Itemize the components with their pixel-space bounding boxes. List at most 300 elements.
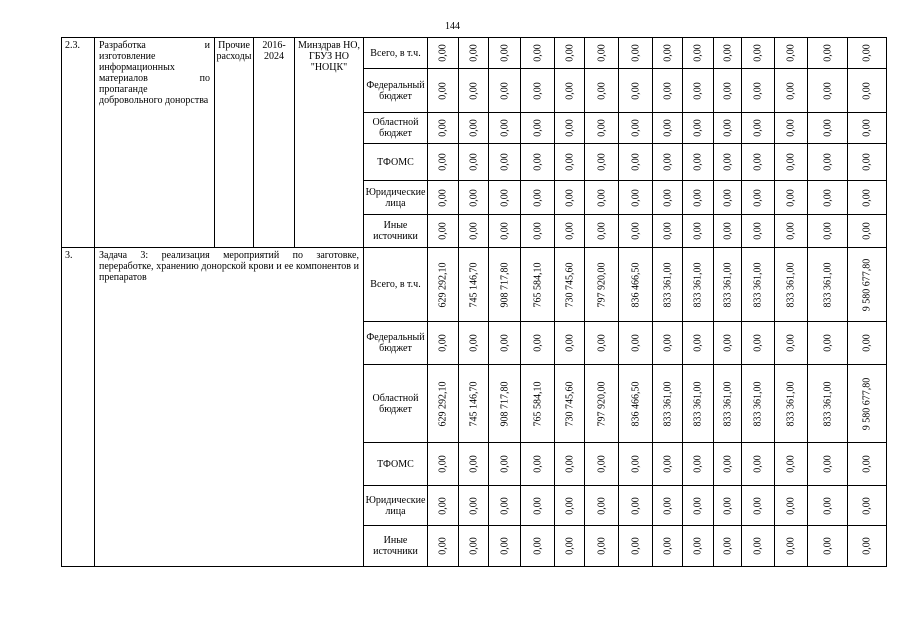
value-text: 0,00: [692, 455, 704, 473]
value-text: 0,00: [822, 153, 833, 171]
value-text: 0,00: [785, 537, 797, 555]
value-cell: [808, 181, 848, 215]
value-cell: [683, 181, 714, 215]
table-row: [62, 38, 887, 69]
value-cell: [683, 322, 714, 365]
value-text: 0,00: [468, 188, 479, 207]
funding-type: Прочие расходы: [215, 38, 254, 248]
funding-source: Областной бюджет: [364, 365, 428, 443]
value-cell: [848, 113, 887, 144]
value-cell: [808, 486, 848, 526]
value-text: 0,00: [596, 496, 607, 515]
task-name: Задача 3: реализация мероприятий по заготовке, переработке, хранению донорской крови и ее компонентов и препаратов: [95, 248, 364, 567]
table-row: [62, 248, 887, 322]
value-text: 0,00: [437, 496, 449, 515]
value-text: 0,00: [752, 455, 764, 473]
value-text: 0,00: [822, 334, 833, 352]
value-text: 833 361,00: [662, 381, 673, 426]
value-cell: [619, 365, 653, 443]
value-text: 0,00: [499, 81, 510, 100]
value-cell: [808, 113, 848, 144]
value-text: 0,00: [630, 455, 641, 473]
value-text: 0,00: [752, 334, 764, 352]
value-cell: [653, 215, 683, 248]
value-cell: [555, 113, 585, 144]
value-cell: [555, 144, 585, 181]
value-text: 0,00: [822, 188, 833, 207]
funding-source: Областной бюджет: [364, 113, 428, 144]
value-cell: [742, 69, 775, 113]
value-text: 0,00: [596, 537, 607, 555]
value-text: 0,00: [564, 222, 575, 240]
value-cell: [521, 248, 555, 322]
value-cell: [683, 215, 714, 248]
value-text: 745 146,70: [468, 381, 479, 426]
value-text: 0,00: [532, 153, 543, 171]
value-cell: [775, 181, 808, 215]
value-cell: [653, 486, 683, 526]
value-text: 0,00: [499, 455, 510, 473]
value-cell: [742, 144, 775, 181]
value-cell: [683, 113, 714, 144]
value-cell: [585, 443, 619, 486]
value-cell: [521, 215, 555, 248]
value-text: 0,00: [630, 188, 641, 207]
value-cell: [683, 443, 714, 486]
value-text: 833 361,00: [785, 381, 797, 426]
value-cell: [714, 248, 742, 322]
value-text: 0,00: [785, 455, 797, 473]
value-text: 0,00: [437, 222, 449, 240]
funding-source: Юридические лица: [364, 486, 428, 526]
value-cell: [555, 181, 585, 215]
value-text: 0,00: [861, 188, 873, 207]
value-cell: [775, 365, 808, 443]
value-cell: [555, 215, 585, 248]
value-text: 0,00: [722, 496, 733, 515]
value-cell: [428, 322, 459, 365]
value-cell: [489, 38, 521, 69]
funding-source: ТФОМС: [364, 144, 428, 181]
value-cell: [619, 248, 653, 322]
value-text: 0,00: [662, 334, 673, 352]
value-text: 0,00: [532, 222, 543, 240]
value-text: 0,00: [468, 119, 479, 137]
value-text: 0,00: [785, 496, 797, 515]
value-text: 0,00: [499, 153, 510, 171]
value-cell: [459, 38, 489, 69]
value-text: 745 146,70: [468, 262, 479, 307]
value-cell: [653, 69, 683, 113]
value-cell: [585, 365, 619, 443]
value-cell: [653, 443, 683, 486]
value-cell: [428, 248, 459, 322]
period: 2016-2024: [254, 38, 295, 248]
value-text: 0,00: [752, 222, 764, 240]
value-text: 0,00: [596, 222, 607, 240]
value-text: 0,00: [532, 334, 543, 352]
value-text: 0,00: [692, 496, 704, 515]
value-text: 0,00: [692, 44, 704, 62]
value-cell: [555, 526, 585, 567]
value-text: 0,00: [785, 153, 797, 171]
value-text: 0,00: [468, 44, 479, 62]
value-text: 833 361,00: [752, 262, 764, 307]
value-cell: [619, 322, 653, 365]
value-cell: [714, 215, 742, 248]
value-cell: [585, 215, 619, 248]
value-cell: [742, 248, 775, 322]
value-cell: [808, 215, 848, 248]
value-text: 0,00: [596, 455, 607, 473]
value-text: 0,00: [532, 455, 543, 473]
value-text: 0,00: [564, 44, 575, 62]
value-text: 0,00: [785, 222, 797, 240]
value-text: 0,00: [499, 188, 510, 207]
value-text: 0,00: [822, 81, 833, 100]
value-cell: [521, 144, 555, 181]
value-cell: [459, 248, 489, 322]
value-cell: [585, 181, 619, 215]
value-text: 0,00: [861, 496, 873, 515]
value-cell: [742, 38, 775, 69]
value-cell: [428, 69, 459, 113]
value-cell: [489, 248, 521, 322]
value-text: 0,00: [752, 81, 764, 100]
value-cell: [742, 113, 775, 144]
value-cell: [775, 113, 808, 144]
value-text: 0,00: [437, 537, 449, 555]
value-text: 0,00: [564, 496, 575, 515]
funding-source: Юридические лица: [364, 181, 428, 215]
value-text: 833 361,00: [722, 381, 733, 426]
value-cell: [775, 486, 808, 526]
value-text: 0,00: [692, 81, 704, 100]
funding-source: ТФОМС: [364, 443, 428, 486]
value-cell: [521, 526, 555, 567]
value-text: 0,00: [499, 537, 510, 555]
value-text: 0,00: [752, 153, 764, 171]
value-text: 0,00: [722, 537, 733, 555]
value-text: 0,00: [785, 44, 797, 62]
value-cell: [714, 144, 742, 181]
value-text: 0,00: [692, 334, 704, 352]
value-text: 0,00: [532, 537, 543, 555]
value-cell: [683, 69, 714, 113]
value-cell: [521, 113, 555, 144]
value-text: 0,00: [437, 455, 449, 473]
value-text: 0,00: [822, 119, 833, 137]
value-text: 0,00: [662, 496, 673, 515]
value-cell: [848, 365, 887, 443]
program-table: [61, 37, 887, 567]
value-text: 730 745,60: [564, 381, 575, 426]
value-text: 0,00: [564, 334, 575, 352]
value-cell: [653, 322, 683, 365]
value-text: 0,00: [437, 188, 449, 207]
value-text: 0,00: [437, 81, 449, 100]
value-cell: [742, 365, 775, 443]
value-cell: [555, 38, 585, 69]
value-cell: [459, 526, 489, 567]
value-text: 0,00: [499, 222, 510, 240]
value-cell: [742, 526, 775, 567]
value-text: 0,00: [630, 222, 641, 240]
value-cell: [459, 144, 489, 181]
value-cell: [848, 486, 887, 526]
value-cell: [489, 215, 521, 248]
value-cell: [521, 365, 555, 443]
value-text: 0,00: [785, 334, 797, 352]
value-cell: [808, 443, 848, 486]
value-text: 0,00: [822, 496, 833, 515]
value-text: 0,00: [596, 188, 607, 207]
value-cell: [585, 486, 619, 526]
value-cell: [459, 365, 489, 443]
value-cell: [848, 215, 887, 248]
value-text: 0,00: [564, 153, 575, 171]
value-cell: [808, 248, 848, 322]
value-text: 0,00: [662, 537, 673, 555]
value-cell: [585, 144, 619, 181]
value-cell: [848, 144, 887, 181]
value-cell: [428, 181, 459, 215]
value-text: 0,00: [662, 222, 673, 240]
value-cell: [555, 365, 585, 443]
value-text: 0,00: [861, 455, 873, 473]
value-text: 9 580 677,80: [861, 258, 873, 311]
value-text: 9 580 677,80: [861, 377, 873, 430]
value-text: 0,00: [861, 119, 873, 137]
value-text: 0,00: [752, 44, 764, 62]
value-cell: [653, 113, 683, 144]
value-cell: [775, 215, 808, 248]
value-text: 0,00: [662, 81, 673, 100]
funding-source: Иные источники: [364, 215, 428, 248]
value-text: 0,00: [564, 537, 575, 555]
value-cell: [808, 144, 848, 181]
value-cell: [428, 38, 459, 69]
value-cell: [619, 113, 653, 144]
value-cell: [683, 38, 714, 69]
value-cell: [653, 248, 683, 322]
value-cell: [848, 248, 887, 322]
value-cell: [555, 443, 585, 486]
value-text: 0,00: [499, 334, 510, 352]
value-cell: [585, 113, 619, 144]
value-text: 0,00: [662, 455, 673, 473]
value-text: 908 717,80: [499, 262, 510, 307]
value-text: 0,00: [692, 188, 704, 207]
value-cell: [808, 526, 848, 567]
value-text: 0,00: [692, 537, 704, 555]
value-cell: [619, 526, 653, 567]
value-text: 833 361,00: [692, 262, 704, 307]
activity-name: Разработка и изготовление информационных материалов по пропаганде добровольного донорства: [95, 38, 215, 248]
value-cell: [714, 526, 742, 567]
value-cell: [555, 322, 585, 365]
value-cell: [428, 144, 459, 181]
value-cell: [619, 38, 653, 69]
value-cell: [683, 486, 714, 526]
value-cell: [619, 215, 653, 248]
value-text: 0,00: [692, 153, 704, 171]
value-text: 0,00: [437, 334, 449, 352]
funding-source: Федеральный бюджет: [364, 69, 428, 113]
value-text: 0,00: [662, 44, 673, 62]
value-cell: [848, 526, 887, 567]
value-cell: [428, 113, 459, 144]
value-cell: [848, 38, 887, 69]
value-cell: [489, 69, 521, 113]
value-text: 0,00: [499, 496, 510, 515]
value-cell: [585, 526, 619, 567]
value-text: 0,00: [722, 44, 733, 62]
value-cell: [585, 248, 619, 322]
value-text: 0,00: [532, 119, 543, 137]
value-cell: [714, 38, 742, 69]
value-text: 0,00: [468, 81, 479, 100]
value-text: 629 292,10: [437, 381, 449, 426]
value-text: 0,00: [596, 153, 607, 171]
value-text: 0,00: [722, 188, 733, 207]
value-cell: [742, 322, 775, 365]
value-cell: [808, 365, 848, 443]
value-cell: [428, 443, 459, 486]
value-text: 0,00: [532, 496, 543, 515]
value-cell: [428, 365, 459, 443]
value-cell: [742, 215, 775, 248]
value-cell: [619, 181, 653, 215]
value-cell: [489, 365, 521, 443]
value-cell: [775, 144, 808, 181]
value-text: 0,00: [722, 119, 733, 137]
value-text: 0,00: [630, 537, 641, 555]
value-cell: [775, 248, 808, 322]
value-text: 765 584,10: [532, 262, 543, 307]
value-text: 0,00: [785, 119, 797, 137]
value-text: 833 361,00: [822, 381, 833, 426]
value-cell: [653, 144, 683, 181]
value-cell: [808, 69, 848, 113]
value-text: 797 920,00: [596, 381, 607, 426]
value-text: 0,00: [564, 81, 575, 100]
funding-source: Всего, в т.ч.: [364, 248, 428, 322]
value-text: 0,00: [532, 188, 543, 207]
value-cell: [428, 215, 459, 248]
value-cell: [653, 526, 683, 567]
value-cell: [428, 526, 459, 567]
value-text: 0,00: [596, 334, 607, 352]
value-cell: [459, 181, 489, 215]
value-cell: [714, 322, 742, 365]
value-cell: [619, 486, 653, 526]
row-number: 2.3.: [62, 38, 95, 248]
value-cell: [742, 181, 775, 215]
value-cell: [459, 486, 489, 526]
value-cell: [555, 248, 585, 322]
value-cell: [775, 526, 808, 567]
value-cell: [585, 69, 619, 113]
value-cell: [714, 69, 742, 113]
value-cell: [489, 181, 521, 215]
value-cell: [521, 38, 555, 69]
value-text: 908 717,80: [499, 381, 510, 426]
value-text: 0,00: [596, 44, 607, 62]
value-cell: [459, 322, 489, 365]
value-text: 0,00: [468, 455, 479, 473]
value-text: 0,00: [662, 153, 673, 171]
value-text: 0,00: [630, 153, 641, 171]
value-cell: [521, 443, 555, 486]
value-cell: [808, 38, 848, 69]
value-cell: [775, 69, 808, 113]
value-text: 629 292,10: [437, 262, 449, 307]
value-cell: [714, 181, 742, 215]
value-text: 0,00: [499, 44, 510, 62]
value-cell: [555, 486, 585, 526]
value-text: 833 361,00: [822, 262, 833, 307]
value-cell: [585, 322, 619, 365]
value-text: 0,00: [752, 119, 764, 137]
funding-source: Иные источники: [364, 526, 428, 567]
value-text: 0,00: [564, 119, 575, 137]
value-cell: [683, 365, 714, 443]
value-text: 730 745,60: [564, 262, 575, 307]
value-cell: [585, 38, 619, 69]
value-cell: [714, 113, 742, 144]
value-text: 0,00: [468, 222, 479, 240]
value-text: 0,00: [532, 44, 543, 62]
value-cell: [459, 443, 489, 486]
value-text: 0,00: [630, 119, 641, 137]
value-cell: [555, 69, 585, 113]
value-text: 765 584,10: [532, 381, 543, 426]
value-text: 0,00: [861, 81, 873, 100]
value-cell: [848, 181, 887, 215]
value-text: 0,00: [722, 81, 733, 100]
value-text: 0,00: [468, 153, 479, 171]
value-text: 0,00: [468, 496, 479, 515]
value-cell: [489, 443, 521, 486]
funding-source: Федеральный бюджет: [364, 322, 428, 365]
value-text: 0,00: [861, 334, 873, 352]
value-text: 833 361,00: [785, 262, 797, 307]
value-text: 833 361,00: [722, 262, 733, 307]
value-text: 0,00: [468, 537, 479, 555]
value-cell: [742, 443, 775, 486]
value-cell: [521, 69, 555, 113]
value-text: 0,00: [564, 188, 575, 207]
value-text: 0,00: [861, 153, 873, 171]
row-number: 3.: [62, 248, 95, 567]
value-cell: [848, 322, 887, 365]
value-text: 833 361,00: [692, 381, 704, 426]
value-cell: [521, 181, 555, 215]
value-cell: [775, 322, 808, 365]
value-text: 0,00: [564, 455, 575, 473]
value-cell: [489, 322, 521, 365]
value-text: 0,00: [692, 119, 704, 137]
value-text: 0,00: [722, 153, 733, 171]
value-cell: [714, 365, 742, 443]
value-text: 0,00: [722, 455, 733, 473]
value-cell: [775, 443, 808, 486]
value-text: 0,00: [785, 81, 797, 100]
value-text: 0,00: [468, 334, 479, 352]
value-cell: [619, 69, 653, 113]
value-cell: [653, 181, 683, 215]
